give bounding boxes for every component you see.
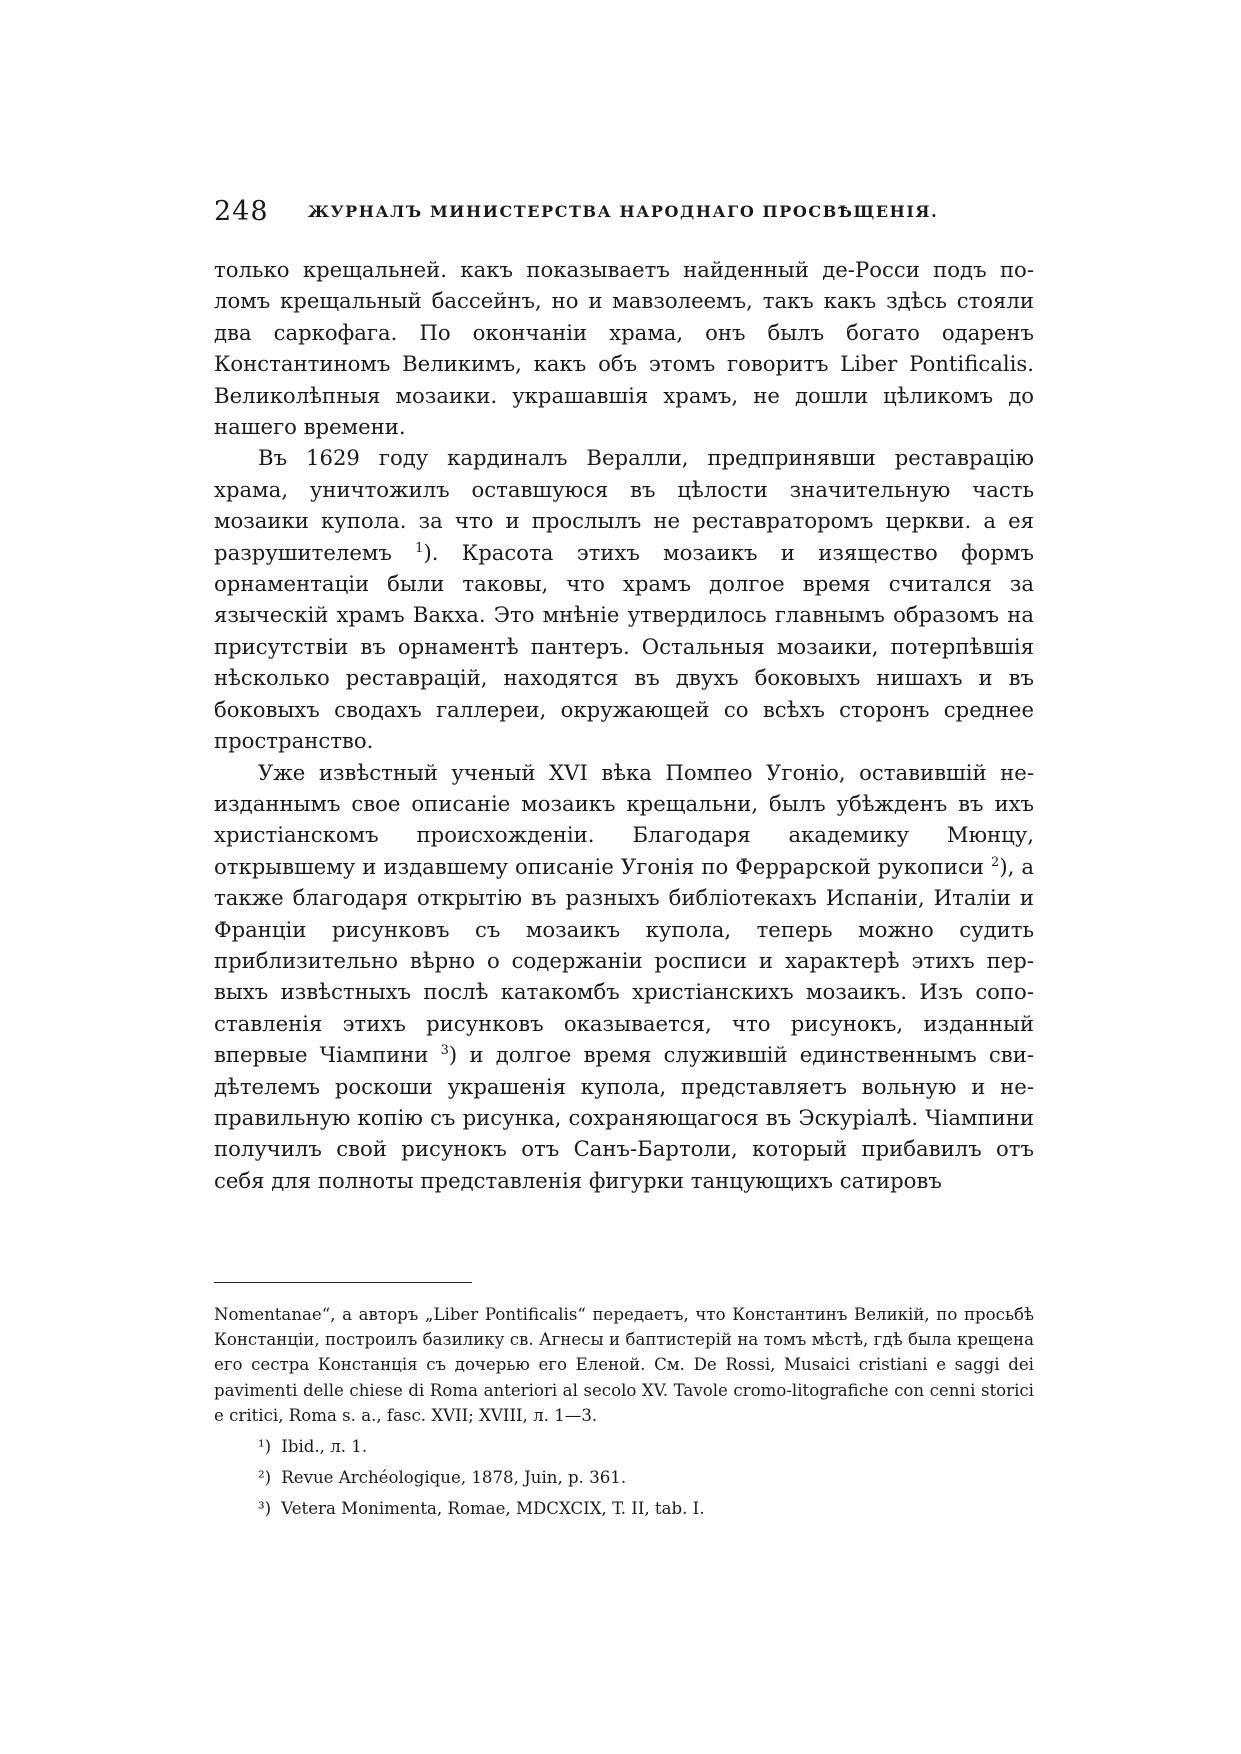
footnote-ref-2: 2 [991, 854, 1000, 870]
paragraph-2-text-a: Въ 1629 году кардиналъ Верaлли, предпринявши реставрацію храма, уничтожилъ оставшуюся въ цѣлости значительную часть мозаики купола. за что и прослылъ не реставраторомъ церкви. а ея разрушителемъ [214, 445, 1034, 565]
paragraph-3-text-b: ), а также благодаря открытію въ разныхъ библіотекахъ Испаніи, Италіи и Франціи рисунковъ съ мозаикъ купола, теперь можно судить приблизительно вѣрно о содержаніи росписи и характерѣ этихъ первыхъ извѣстныхъ послѣ катакомбъ христіанскихъ мозаикъ. Изъ сопоставленія этихъ рисунковъ оказывается, что рисунокъ, изданный впервые Чіампини [214, 853, 1034, 1068]
footnote-2-mark: ²) [258, 1468, 272, 1488]
paragraph-3-text-a: Уже извѣстный ученый XVI вѣка Помпео Угоніо, оставившій неизданнымъ свое описаніе мозаикъ крещальни, былъ убѣжденъ въ ихъ христіанскомъ происхожденіи. Благодаря академику Мюнцу, открывшему и издавшему описаніе Угонія по Феррарской рукописи [214, 759, 1034, 879]
main-text [214, 254, 1034, 1196]
paragraph-2 [214, 442, 1034, 756]
paragraph-3 [214, 757, 1034, 1197]
footnote-2-text: Revue Archéologique, 1878, Juin, p. 361. [281, 1468, 627, 1488]
footnote-1-mark: ¹) [258, 1437, 272, 1457]
footnote-3-text: Vetera Monimenta, Romae, MDCXCIX, T. II, tab. I. [281, 1499, 705, 1519]
footnote-3-mark: ³) [258, 1499, 272, 1519]
footnote-3 [258, 1496, 1034, 1521]
footnote-ref-1: 1 [415, 540, 424, 556]
paragraph-1: только крещальней. какъ показываетъ найденный де-Росси подъ поломъ крещальный бассейнъ, но и мавзолеемъ, такъ какъ здѣсь стояли два саркофага. По окончаніи храма, онъ былъ богато одаренъ Константиномъ Великимъ, какъ объ этомъ говоритъ Liber Pontificalis. Великолѣпныя мозаики. украшавшія храмъ, не дошли цѣликомъ до нашего времени. [214, 257, 1034, 440]
page-number: 248 [214, 196, 269, 227]
journal-title: ЖУРНАЛЪ МИНИСТЕРСТВА НАРОДНАГО ПРОСВѢЩЕНІЯ. [308, 202, 939, 221]
footnote-1 [258, 1434, 1034, 1459]
footnote-2 [258, 1465, 1034, 1490]
footnotes [214, 1302, 1034, 1522]
paragraph-2-text-b: ). Красота этихъ мозаикъ и изящество формъ орнаментаціи были таковы, что храмъ долгое время считался за языческій храмъ Вакха. Это мнѣніе утвердилось главнымъ образомъ на присутствіи въ орнаментѣ пантеръ. Остальныя мозаики, потерпѣвшія нѣсколько реставрацій, находятся въ двухъ боковыхъ нишахъ и въ боковыхъ сводахъ галлереи, окружающей со всѣхъ сторонъ среднее пространство. [214, 539, 1035, 754]
footnote-continued: Nomentanae“, а авторъ „Liber Pontificalis“ передаетъ, что Константинъ Великій, по просьбѣ Констанціи, построилъ базилику св. Агнесы и баптистерій на томъ мѣстѣ, гдѣ была крещена его сестра Констанція съ дочерью его Еленой. См. De Rossi, Musaici cristiani e saggi dei pavimenti delle chiese di Roma anteriori al secolo XV. Tavole cromo-litografiche con cenni storici e critici, Roma s. a., fasc. XVII; XVIII, л. 1—3. [214, 1305, 1034, 1425]
paragraph-3-text-c: ) и долгое время служившій единственнымъ свидѣтелемъ роскоши украшенія купола, представляетъ вольную и неправильную копію съ рисунка, сохраняющагося въ Эскуріалѣ. Чіампини получилъ свой рисунокъ отъ Санъ-Бартоли, который прибавилъ отъ себя для полноты представленія фигурки танцующихъ сатировъ [214, 1042, 1035, 1193]
footnote-ref-3: 3 [440, 1043, 449, 1059]
running-head [214, 196, 1034, 230]
footnote-1-text: Ibid., л. 1. [281, 1437, 368, 1457]
footnote-divider [214, 1282, 472, 1283]
